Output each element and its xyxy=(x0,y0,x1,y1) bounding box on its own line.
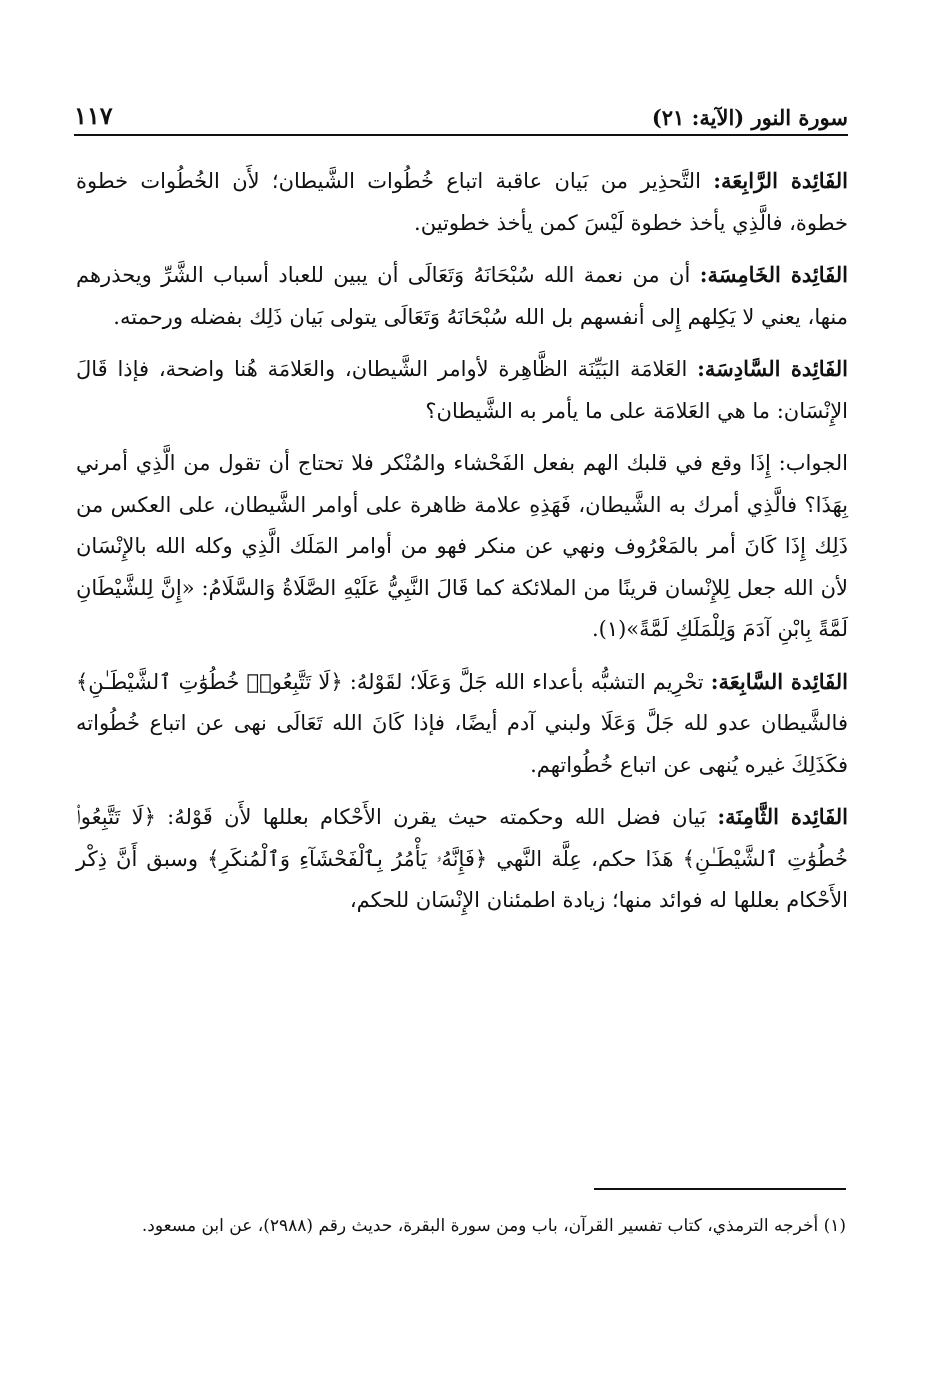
paragraph-benefit-4 xyxy=(76,160,848,244)
running-head: سورة النور (الآية: ٢١) xyxy=(651,105,848,130)
paragraph-heading: الفَائِدة السَّادِسَة: xyxy=(697,356,848,381)
paragraph-text: تحْرِيم التشبُّه بأعداء الله جَلَّ وَعَلَا؛ لقَوْلهُ: ﴿لَا تَتَّبِعُوا۟ خُطُوَٰتِ ٱلشَّيْطَـٰنِ﴾ فالشَّيطان عدو لله جَلَّ وَعَلَا ولبني آدم أيضًا، فإذا كَانَ الله تَعَالَى نهى عن اتباع خُطُواته فكَذَلِكَ غيره يُنهى عن اتباع خُطُواتهم. xyxy=(76,669,848,777)
paragraph-text: الجواب: إِذَا وقع في قلبك الهم بفعل الفَحْشاء والمُنْكر فلا تحتاج أن تقول من الَّذِي أمرني بِهَذَا؟ فالَّذِي أمرك به الشَّيطان، فَهَذِهِ علامة ظاهرة على أوامر الشَّيطان، على العكس من ذَلِك إِذَا كَانَ أمر بالمَعْرُوف ونهي عن منكر فهو من أوامر المَلَك الَّذِي وكله الله بالإِنْسَان لأن الله جعل لِلإِنْسان قرينًا من الملائكة كما قَالَ النَّبِيُّ عَلَيْهِ الصَّلَاةُ وَالسَّلَامُ: «إِنَّ لِلشَّيْطَانِ لَمَّةً بِابْنِ آدَمَ وَلِلْمَلَكِ لَمَّةً»(١). xyxy=(76,451,848,641)
paragraph-benefit-5 xyxy=(76,254,848,338)
paragraph-text: بَيان فضل الله وحكمته حيث يقرن الأَحْكام بعللها لأَن قَوْلهُ: ﴿لَا تَتَّبِعُوا۟ خُطُوَٰتِ ٱلشَّيْطَـٰنِ﴾ هَذَا حكم، عِلَّة النَّهي ﴿فَإِنَّهُۥ يَأْمُرُ بِٱلْفَحْشَآءِ وَٱلْمُنكَرِ﴾ وسبق أَنَّ ذِكْر الأَحْكام بعللها له فوائد منها؛ زيادة اطمئنان الإِنْسَان للحكم، xyxy=(76,805,848,912)
paragraph-benefit-8 xyxy=(76,796,848,922)
paragraph-benefit-7 xyxy=(76,661,848,787)
paragraph-heading: الفَائِدة الخَامِسَة: xyxy=(699,262,848,287)
paragraph-text: العَلامَة البَيِّنَة الظَّاهِرة لأوامر الشَّيطان، والعَلامَة هُنا واضحة، فإذا قَالَ الإِنْسَان: ما هي العَلامَة على ما يأمر به الشَّيطان؟ xyxy=(76,357,848,423)
footnote-divider xyxy=(594,1188,846,1190)
footnote: (١) أخرجه الترمذي، كتاب تفسير القرآن، باب ومن سورة البقرة، حديث رقم (٢٩٨٨)، عن ابن مسعود. xyxy=(141,1216,846,1236)
paragraph-heading: الفَائِدة الرَّابِعَة: xyxy=(713,168,848,193)
main-text xyxy=(76,160,848,932)
paragraph-benefit-6 xyxy=(76,348,848,432)
paragraph-heading: الفَائِدة الثَّامِنَة: xyxy=(717,804,848,829)
page-number: ١١٧ xyxy=(74,101,113,130)
paragraph-heading: الفَائِدة السَّابِعَة: xyxy=(710,668,848,694)
paragraph-answer xyxy=(76,442,848,651)
paragraph-text: التَّحذِير من بَيان عاقبة اتباع خُطُوات الشَّيطان؛ لأَن الخُطُوات خطوة خطوة، فالَّذِي يأخذ خطوة لَيْسَ كمن يأخذ خطوتين. xyxy=(76,169,848,235)
page-header xyxy=(74,96,848,130)
header-divider xyxy=(74,134,848,136)
paragraph-text: أن من نعمة الله سُبْحَانَهُ وَتَعَالَى أن يبين للعباد أسباب الشَّرِّ ويحذرهم منها، يعني لا يَكِلهم إِلى أنفسهم بل الله سُبْحَانَهُ وَتَعَالَى يتولى بَيان ذَلِك بفضله ورحمته. xyxy=(76,263,848,329)
